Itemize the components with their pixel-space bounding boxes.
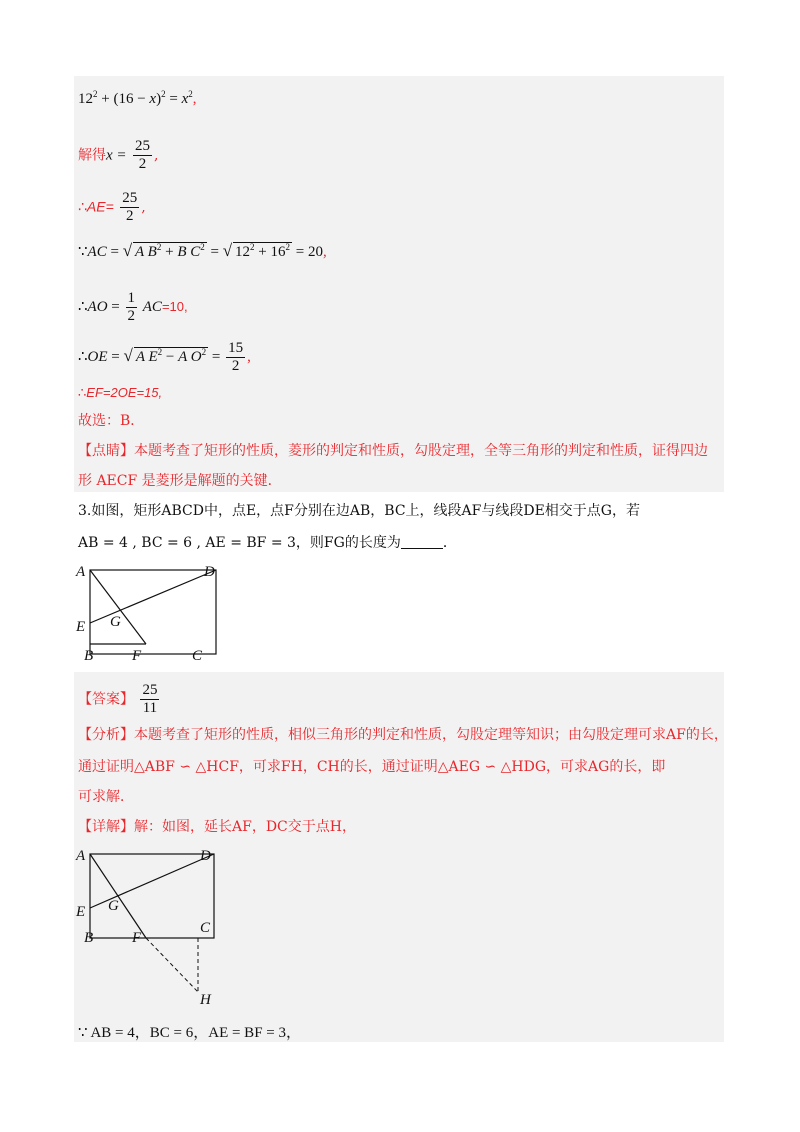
label-e: E	[76, 619, 86, 635]
label-f: F	[132, 648, 142, 664]
oe-line: ∴OE = √ A $E^2 - A$ $O^2$ = $\frac{15}{2}$ ,	[78, 340, 251, 374]
solve-var: x =	[106, 147, 127, 164]
key-point-line-2: 形 AECF 是菱形是解题的关键．	[78, 473, 282, 489]
label-b-2: B	[84, 930, 94, 946]
label-h-2: H	[200, 992, 211, 1008]
fraction-ae: $\frac{25}{2}$	[122, 190, 138, 224]
fraction-half: $\frac{1}{2}$	[127, 290, 136, 324]
question-3-line-2: AB = 4 , BC = 6 , AE = BF = 3，则FG的长度为 ．	[78, 535, 457, 551]
figure-rectangle-2	[74, 842, 234, 1012]
answer-blank	[401, 536, 443, 549]
label-d-2: D	[200, 848, 211, 864]
label-c: C	[192, 648, 203, 664]
label-e-2: E	[76, 904, 86, 920]
label-b: B	[84, 648, 94, 664]
label-a: A	[76, 564, 86, 580]
answer-line	[78, 682, 161, 717]
fraction-15-2: $\frac{15}{2}$	[228, 340, 244, 374]
label-g: G	[110, 614, 121, 630]
ac-line: ∵AC = √ A $B^2 + B$ $C^2$ = √ $12^2 + 16^2 = 20$,	[78, 241, 327, 260]
label-d: D	[204, 564, 215, 580]
ao-line: ∴AO = $\frac{1}{2}$ AC=10,	[78, 290, 188, 324]
label-c-2: C	[200, 920, 211, 936]
answer-tag: 【答案】	[78, 691, 134, 708]
analysis-line-3: 可求解．	[78, 789, 134, 805]
fraction-25-2: $\frac{25}{2}$	[134, 138, 150, 172]
detail-line: 【详解】解：如图，延长AF，DC交于点H，	[78, 819, 356, 835]
ef-line: ∴EF=2OE=15,	[78, 385, 163, 400]
solve-prefix: 解得	[78, 147, 106, 164]
solve-line: 解得x = $\frac{25}{2}$ ,	[78, 138, 159, 172]
figure-rectangle-1	[74, 560, 234, 670]
equation-line-1: $12^2 + (16 - x)^2 = x^2$,	[78, 89, 197, 107]
analysis-line-2: 通过证明△ABF ∽ △HCF，可求FH，CH的长，通过证明△AEG ∽ △HDG，可求AG的长，即	[78, 759, 666, 775]
answer-fraction: $\frac{25}{11}$	[142, 682, 158, 716]
label-g-2: G	[108, 898, 119, 914]
ae-line: ∴AE= $\frac{25}{2}$ ,	[78, 190, 146, 224]
question-3-line-1: 3.如图，矩形ABCD中，点E，点F分别在边AB，BC上，线段AF与线段DE相交于点G，若	[78, 503, 640, 519]
label-a-2: A	[76, 848, 86, 864]
choice-line: 故选：B．	[78, 413, 145, 429]
key-point-line-1: 【点睛】本题考查了矩形的性质，菱形的判定和性质，勾股定理，全等三角形的判定和性质，证得四边	[78, 443, 708, 459]
analysis-line-1: 【分析】本题考查了矩形的性质，相似三角形的判定和性质，勾股定理等知识；由勾股定理可求AF的长，	[78, 727, 728, 743]
solution-panel-top	[74, 76, 724, 492]
label-f-2: F	[132, 930, 142, 946]
ae-prefix: ∴AE=	[78, 198, 114, 215]
given-line: ∵ AB = 4，BC = 6，AE = BF = 3，	[78, 1025, 301, 1041]
